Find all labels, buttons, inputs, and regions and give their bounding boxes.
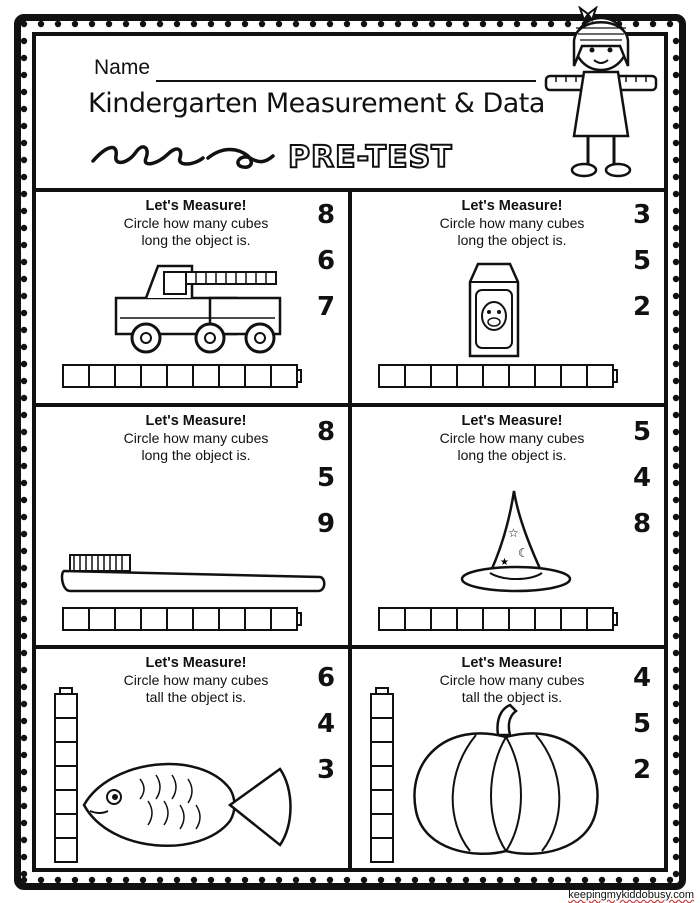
panel-title: Let's Measure! xyxy=(145,413,247,429)
answer-choice[interactable]: 4 xyxy=(632,463,652,493)
panel-instructions xyxy=(96,655,296,706)
panel-line1: Circle how many cubes xyxy=(439,672,585,688)
answer-choices xyxy=(627,192,657,330)
girl-with-ruler-icon xyxy=(536,6,666,186)
panel-instructions xyxy=(412,198,612,249)
fire-truck-icon xyxy=(110,258,290,358)
answer-choice[interactable]: 5 xyxy=(632,246,652,276)
panel-title: Let's Measure! xyxy=(461,655,563,671)
panel-line2: long the object is. xyxy=(141,232,251,248)
panel-pumpkin xyxy=(352,649,664,870)
panel-title: Let's Measure! xyxy=(461,198,563,214)
pretest-label: PRE-TEST xyxy=(288,140,453,175)
answer-choice[interactable]: 2 xyxy=(632,292,652,322)
svg-text:☆: ☆ xyxy=(508,526,519,540)
svg-text:★: ★ xyxy=(500,557,509,568)
answer-choice[interactable]: 9 xyxy=(316,509,336,539)
panel-fire-truck xyxy=(36,192,348,403)
toothbrush-icon xyxy=(60,547,330,597)
answer-choices xyxy=(311,192,341,330)
pumpkin-icon xyxy=(406,701,606,861)
answer-choice[interactable]: 8 xyxy=(316,417,336,447)
panel-line1: Circle how many cubes xyxy=(123,430,269,446)
answer-choice[interactable]: 6 xyxy=(316,663,336,693)
wizard-hat-icon xyxy=(458,487,578,597)
panel-title: Let's Measure! xyxy=(461,413,563,429)
answer-choice[interactable]: 3 xyxy=(316,755,336,785)
answer-choice[interactable]: 2 xyxy=(632,755,652,785)
panel-line2: long the object is. xyxy=(457,232,567,248)
answer-choice[interactable]: 6 xyxy=(316,246,336,276)
answer-choice[interactable]: 5 xyxy=(632,417,652,447)
panel-wizard-hat xyxy=(352,407,664,645)
panel-line1: Circle how many cubes xyxy=(123,672,269,688)
answer-choices xyxy=(311,409,341,547)
panel-instructions xyxy=(96,198,296,249)
name-input-line[interactable] xyxy=(156,80,536,82)
answer-choice[interactable]: 8 xyxy=(316,200,336,230)
panel-line2: long the object is. xyxy=(457,447,567,463)
cube-ruler xyxy=(62,607,302,631)
cube-tower xyxy=(54,687,78,861)
cube-tower xyxy=(370,687,394,861)
name-label: Name xyxy=(94,56,151,79)
answer-choice[interactable]: 4 xyxy=(316,709,336,739)
panel-title: Let's Measure! xyxy=(145,198,247,214)
worksheet-header xyxy=(36,36,664,188)
answer-choice[interactable]: 5 xyxy=(316,463,336,493)
answer-choice[interactable]: 4 xyxy=(632,663,652,693)
panel-instructions xyxy=(412,413,612,464)
panel-instructions xyxy=(96,413,296,464)
footer-website: keepingmykiddobusy.com xyxy=(568,889,694,901)
milk-carton-icon xyxy=(464,260,524,360)
answer-choice[interactable]: 7 xyxy=(316,292,336,322)
panel-line1: Circle how many cubes xyxy=(439,430,585,446)
cube-ruler xyxy=(62,364,302,388)
cube-ruler xyxy=(378,364,618,388)
answer-choices xyxy=(311,655,341,793)
panel-line1: Circle how many cubes xyxy=(123,215,269,231)
page-title: Kindergarten Measurement & Data xyxy=(88,88,545,119)
fish-icon xyxy=(80,749,310,859)
panel-toothbrush xyxy=(36,407,348,645)
answer-choices xyxy=(627,409,657,547)
swirl-decoration-icon xyxy=(88,136,278,176)
panel-line2: tall the object is. xyxy=(145,689,247,705)
answer-choice[interactable]: 8 xyxy=(632,509,652,539)
panel-title: Let's Measure! xyxy=(145,655,247,671)
panel-line2: long the object is. xyxy=(141,447,251,463)
answer-choice[interactable]: 3 xyxy=(632,200,652,230)
panel-fish xyxy=(36,649,348,870)
panel-instructions xyxy=(412,655,612,706)
panel-line1: Circle how many cubes xyxy=(439,215,585,231)
cube-ruler xyxy=(378,607,618,631)
panel-milk-carton xyxy=(352,192,664,403)
answer-choices xyxy=(627,655,657,793)
answer-choice[interactable]: 5 xyxy=(632,709,652,739)
svg-text:☾: ☾ xyxy=(518,546,529,560)
panel-line2: tall the object is. xyxy=(461,689,563,705)
